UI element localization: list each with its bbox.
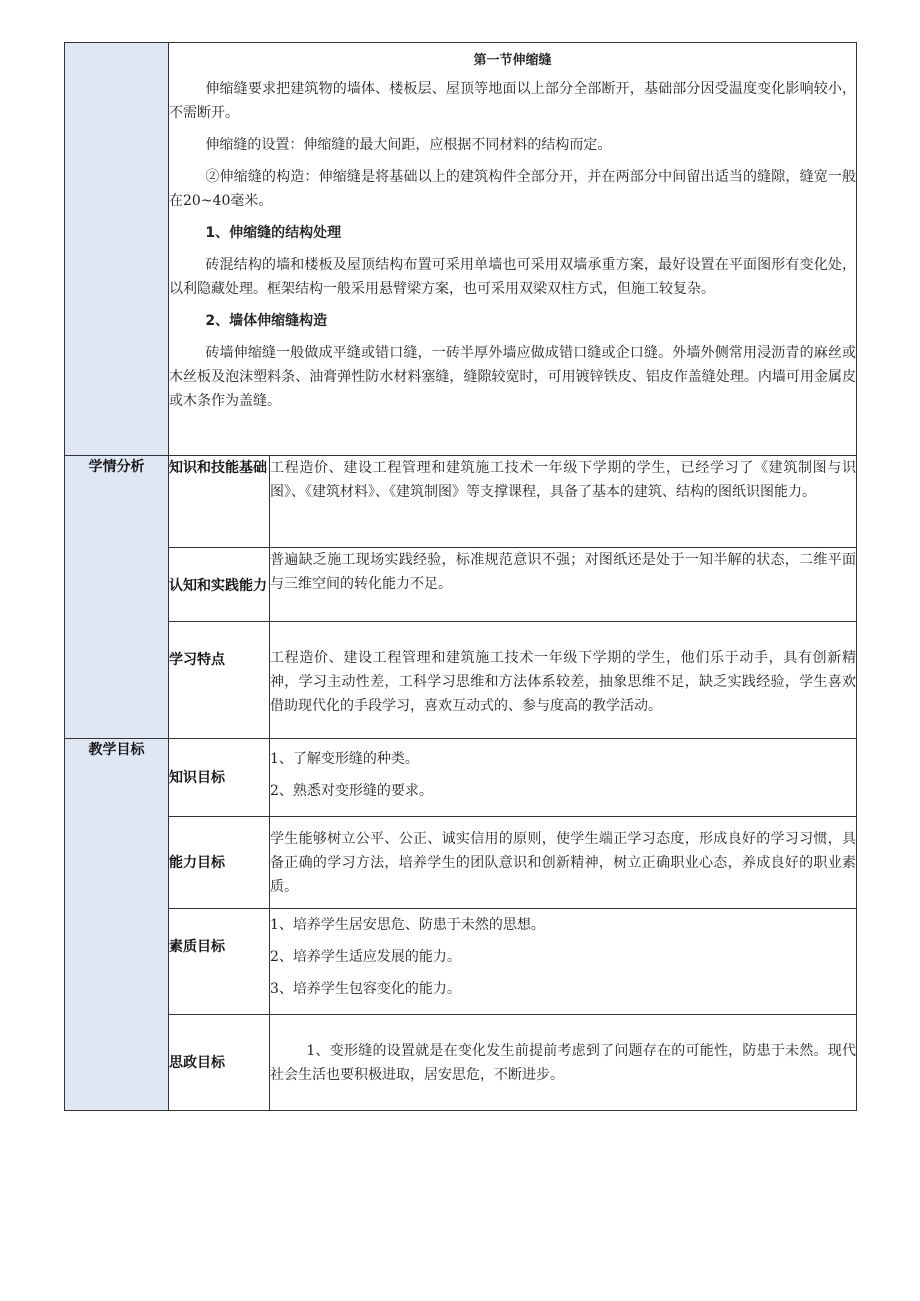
goal-item: 1、培养学生居安思危、防患于未然的思想。 <box>270 917 545 933</box>
analysis-row <box>65 456 857 548</box>
goal-row <box>65 1015 857 1111</box>
goal-ability-text: 学生能够树立公平、公正、诚实信用的原则，使学生端正学习态度，形成良好的学习习惯，具备正确的学习方法，培养学生的团队意识和创新精神，树立正确职业心态，养成良好的职业素质。 <box>270 831 857 895</box>
goal-knowledge-label: 知识目标 <box>169 739 270 817</box>
analysis-sub-label: 学习特点 <box>169 622 270 739</box>
goal-ideology-text: 1、变形缝的设置就是在变化发生前提前考虑到了问题存在的可能性，防患于未然。现代社会生活也要积极进取，居安思危，不断进步。 <box>270 1042 857 1083</box>
analysis-text-content: 普遍缺乏施工现场实践经验，标准规范意识不强；对图纸还是处于一知半解的状态，二维平面与三维空间的转化能力不足。 <box>270 552 857 592</box>
section-paragraph: 砖混结构的墙和楼板及屋顶结构布置可采用单墙也可采用双墙承重方案，最好设置在平面图形有变化处，以利隐藏处理。框架结构一般采用悬臂梁方案，也可采用双梁双柱方式，但施工较复杂。 <box>169 257 857 297</box>
section-paragraph: 砖墙伸缩缝一般做成平缝或错口缝，一砖半厚外墙应做成错口缝或企口缝。外墙外侧常用浸沥青的麻丝或木丝板及泡沫塑料条、油膏弹性防水材料塞缝，缝隙较宽时，可用镀锌铁皮、铝皮作盖缝处理。内墙可用金属皮或木条作为盖缝。 <box>169 345 857 409</box>
analysis-text-content: 工程造价、建设工程管理和建筑施工技术一年级下学期的学生，他们乐于动手，具有创新精神，学习主动性差，工科学习思维和方法体系较差，抽象思维不足，缺乏实践经验，学生喜欢借助现代化的手段学习，喜欢互动式的、参与度高的教学活动。 <box>270 650 857 714</box>
analysis-text <box>270 548 857 622</box>
section-row <box>65 43 857 456</box>
section-side-cell <box>65 43 169 456</box>
analysis-row <box>65 548 857 622</box>
analysis-text-content: 工程造价、建设工程管理和建筑施工技术一年级下学期的学生，已经学习了《建筑制图与识图》、《建筑材料》、《建筑制图》等支撑课程，具备了基本的建筑、结构的图纸识图能力。 <box>270 460 857 500</box>
analysis-row <box>65 622 857 739</box>
lesson-plan-table <box>64 42 857 1111</box>
goal-row <box>65 909 857 1015</box>
goal-ideology-label: 思政目标 <box>169 1015 270 1111</box>
section-content <box>169 43 857 456</box>
section-paragraph: 伸缩缝的设置：伸缩缝的最大间距，应根据不同材料的结构而定。 <box>205 137 612 153</box>
goal-ideology-content <box>270 1015 857 1111</box>
section-paragraph: ②伸缩缝的构造：伸缩缝是将基础以上的建筑构件全部分开，并在两部分中间留出适当的缝隙，缝宽一般在20~40毫米。 <box>169 169 857 209</box>
goal-item: 2、培养学生适应发展的能力。 <box>270 949 461 965</box>
analysis-label: 学情分析 <box>65 456 169 739</box>
analysis-sub-label: 认知和实践能力 <box>169 548 270 622</box>
analysis-text <box>270 622 857 739</box>
section-heading: 1、伸缩缝的结构处理 <box>205 225 342 241</box>
section-paragraph: 伸缩缝要求把建筑物的墙体、楼板层、屋顶等地面以上部分全部断开，基础部分因受温度变化影响较小，不需断开。 <box>169 81 857 121</box>
analysis-text <box>270 456 857 548</box>
section-title: 第一节伸缩缝 <box>473 53 552 68</box>
goal-item: 2、熟悉对变形缝的要求。 <box>270 783 433 799</box>
goal-item: 1、了解变形缝的种类。 <box>270 751 419 767</box>
goal-ability-content <box>270 817 857 909</box>
goal-knowledge-content <box>270 739 857 817</box>
goal-quality-label: 素质目标 <box>169 909 270 1015</box>
analysis-sub-label: 知识和技能基础 <box>169 456 270 548</box>
goal-quality-content <box>270 909 857 1015</box>
goal-item: 3、培养学生包容变化的能力。 <box>270 981 461 997</box>
goal-ability-label: 能力目标 <box>169 817 270 909</box>
goal-row <box>65 739 857 817</box>
goals-label: 教学目标 <box>65 739 169 1111</box>
goal-row <box>65 817 857 909</box>
section-heading: 2、墙体伸缩缝构造 <box>205 313 328 329</box>
